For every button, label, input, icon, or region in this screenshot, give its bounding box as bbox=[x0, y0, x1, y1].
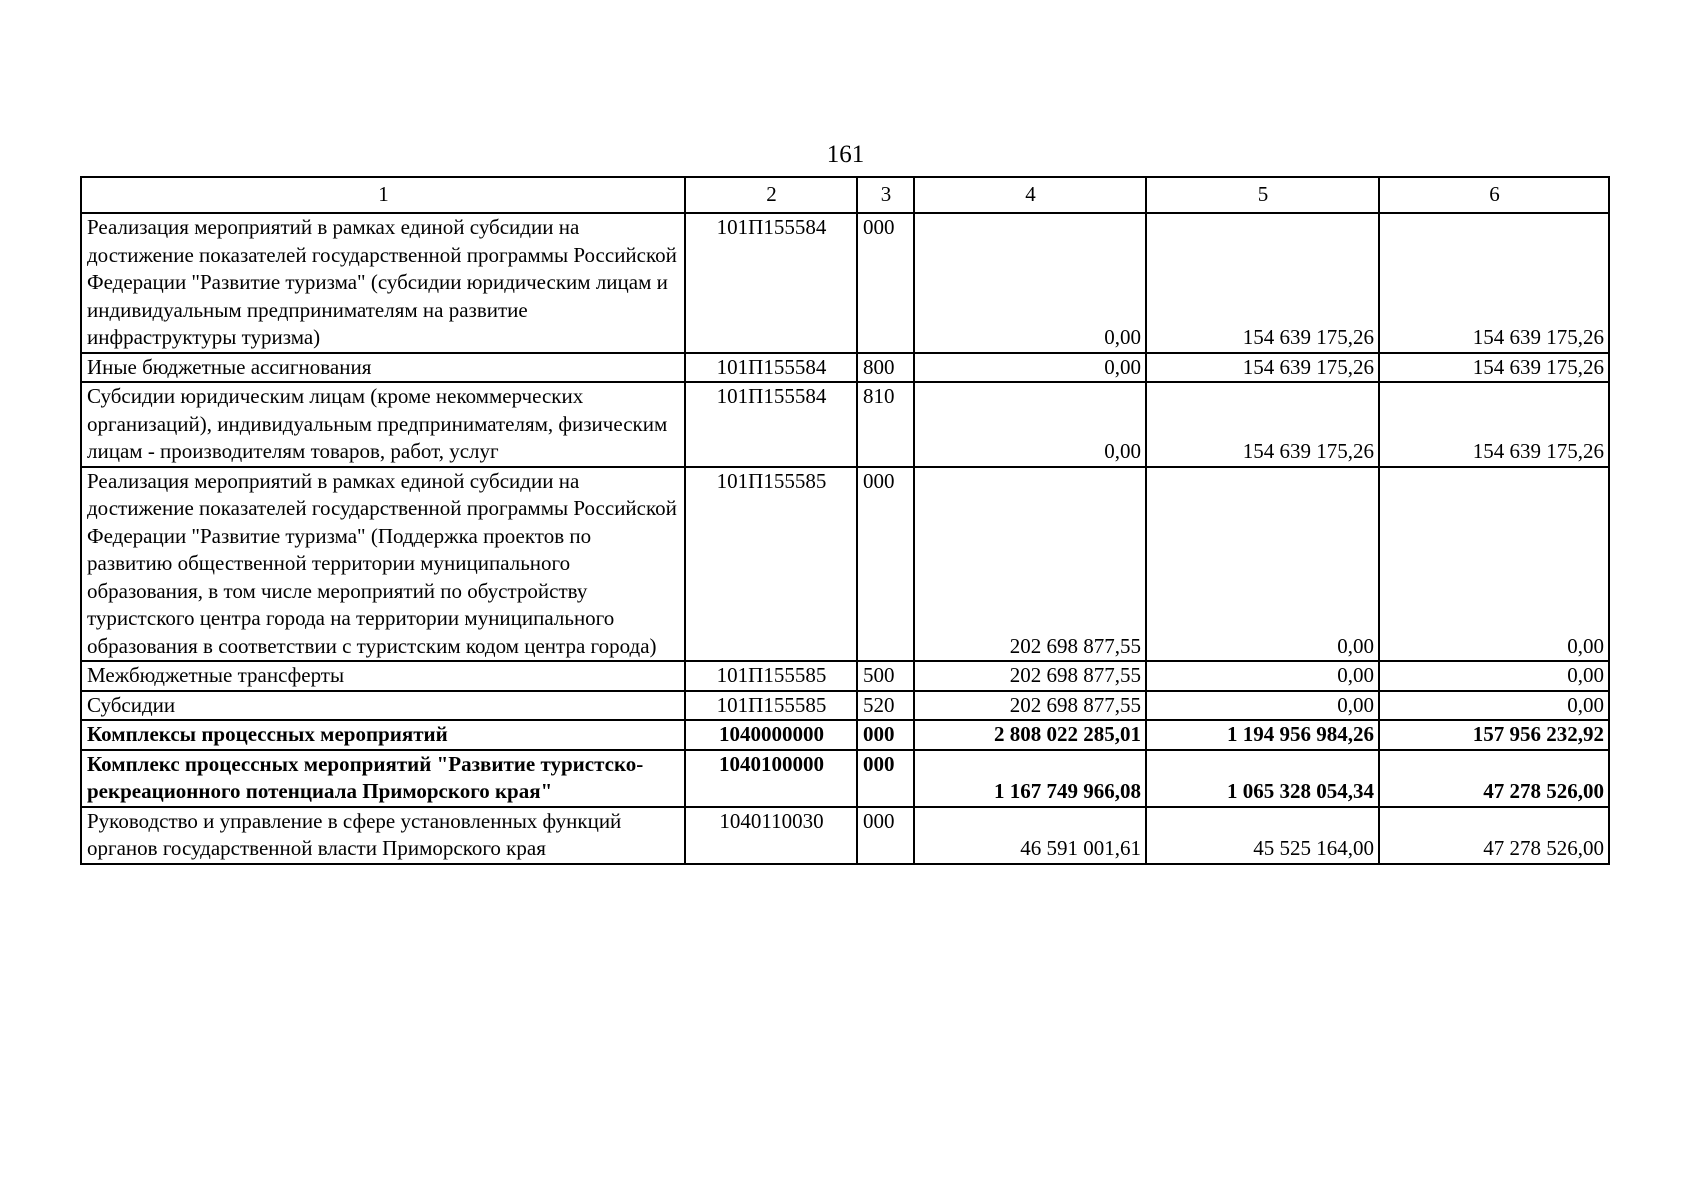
table-row bbox=[81, 213, 1609, 353]
row-name-cell: Иные бюджетные ассигнования bbox=[81, 353, 685, 383]
row-amount-col4-cell: 0,00 bbox=[914, 213, 1146, 353]
row-amount-col6-cell: 0,00 bbox=[1379, 467, 1609, 662]
row-amount-col6-cell: 154 639 175,26 bbox=[1379, 382, 1609, 467]
column-header: 6 bbox=[1379, 177, 1609, 213]
row-code-cell: 1040100000 bbox=[685, 750, 857, 807]
row-name-cell: Комплексы процессных мероприятий bbox=[81, 720, 685, 750]
row-amount-col5-cell: 1 065 328 054,34 bbox=[1146, 750, 1379, 807]
row-amount-col4-cell: 0,00 bbox=[914, 382, 1146, 467]
table-row bbox=[81, 467, 1609, 662]
row-code-cell: 1040110030 bbox=[685, 807, 857, 864]
row-expense-type-cell: 000 bbox=[857, 720, 914, 750]
row-amount-col5-cell: 0,00 bbox=[1146, 691, 1379, 721]
row-code-cell: 101П155585 bbox=[685, 467, 857, 662]
table-row bbox=[81, 661, 1609, 691]
table-row bbox=[81, 691, 1609, 721]
table-header-row bbox=[81, 177, 1609, 213]
row-name-cell: Субсидии юридическим лицам (кроме некоммерческих организаций), индивидуальным предпринимателям, физическим лицам - производителям товаров, работ, услуг bbox=[81, 382, 685, 467]
table-row bbox=[81, 807, 1609, 864]
row-amount-col4-cell: 202 698 877,55 bbox=[914, 467, 1146, 662]
table-row bbox=[81, 750, 1609, 807]
budget-table bbox=[80, 176, 1610, 865]
row-amount-col5-cell: 0,00 bbox=[1146, 661, 1379, 691]
row-name-cell: Комплекс процессных мероприятий "Развитие туристско-рекреационного потенциала Приморского края" bbox=[81, 750, 685, 807]
row-amount-col6-cell: 154 639 175,26 bbox=[1379, 213, 1609, 353]
row-amount-col6-cell: 157 956 232,92 bbox=[1379, 720, 1609, 750]
row-code-cell: 1040000000 bbox=[685, 720, 857, 750]
column-header: 4 bbox=[914, 177, 1146, 213]
row-code-cell: 101П155584 bbox=[685, 353, 857, 383]
row-amount-col4-cell: 46 591 001,61 bbox=[914, 807, 1146, 864]
row-amount-col6-cell: 0,00 bbox=[1379, 691, 1609, 721]
table-row bbox=[81, 353, 1609, 383]
row-name-cell: Руководство и управление в сфере установленных функций органов государственной власти Приморского края bbox=[81, 807, 685, 864]
page-number: 161 bbox=[826, 141, 865, 168]
row-amount-col6-cell: 47 278 526,00 bbox=[1379, 807, 1609, 864]
column-header: 5 bbox=[1146, 177, 1379, 213]
column-header: 1 bbox=[81, 177, 685, 213]
row-code-cell: 101П155585 bbox=[685, 691, 857, 721]
row-amount-col5-cell: 154 639 175,26 bbox=[1146, 382, 1379, 467]
row-amount-col6-cell: 0,00 bbox=[1379, 661, 1609, 691]
row-expense-type-cell: 000 bbox=[857, 807, 914, 864]
row-amount-col5-cell: 154 639 175,26 bbox=[1146, 213, 1379, 353]
row-expense-type-cell: 000 bbox=[857, 213, 914, 353]
row-expense-type-cell: 800 bbox=[857, 353, 914, 383]
row-expense-type-cell: 500 bbox=[857, 661, 914, 691]
row-amount-col4-cell: 2 808 022 285,01 bbox=[914, 720, 1146, 750]
row-expense-type-cell: 810 bbox=[857, 382, 914, 467]
row-expense-type-cell: 000 bbox=[857, 467, 914, 662]
row-amount-col5-cell: 45 525 164,00 bbox=[1146, 807, 1379, 864]
row-amount-col5-cell: 0,00 bbox=[1146, 467, 1379, 662]
row-code-cell: 101П155584 bbox=[685, 382, 857, 467]
row-code-cell: 101П155585 bbox=[685, 661, 857, 691]
row-expense-type-cell: 000 bbox=[857, 750, 914, 807]
row-amount-col5-cell: 1 194 956 984,26 bbox=[1146, 720, 1379, 750]
table-row bbox=[81, 382, 1609, 467]
table-row bbox=[81, 720, 1609, 750]
row-name-cell: Субсидии bbox=[81, 691, 685, 721]
row-amount-col6-cell: 47 278 526,00 bbox=[1379, 750, 1609, 807]
row-name-cell: Реализация мероприятий в рамках единой субсидии на достижение показателей государственной программы Российской Федерации "Развитие туризма" (субсидии юридическим лицам и индивидуальным предпринимателям на развитие инфраструктуры туризма) bbox=[81, 213, 685, 353]
row-amount-col4-cell: 202 698 877,55 bbox=[914, 691, 1146, 721]
table-body bbox=[81, 213, 1609, 864]
row-name-cell: Реализация мероприятий в рамках единой субсидии на достижение показателей государственной программы Российской Федерации "Развитие туризма" (Поддержка проектов по развитию общественной территории муниципального образования, в том числе мероприятий по обустройству туристского центра города на территории муниципального образования в соответствии с туристским кодом центра города) bbox=[81, 467, 685, 662]
row-code-cell: 101П155584 bbox=[685, 213, 857, 353]
row-amount-col5-cell: 154 639 175,26 bbox=[1146, 353, 1379, 383]
row-amount-col6-cell: 154 639 175,26 bbox=[1379, 353, 1609, 383]
row-expense-type-cell: 520 bbox=[857, 691, 914, 721]
row-amount-col4-cell: 202 698 877,55 bbox=[914, 661, 1146, 691]
row-amount-col4-cell: 0,00 bbox=[914, 353, 1146, 383]
column-header: 2 bbox=[685, 177, 857, 213]
column-header: 3 bbox=[857, 177, 914, 213]
row-amount-col4-cell: 1 167 749 966,08 bbox=[914, 750, 1146, 807]
row-name-cell: Межбюджетные трансферты bbox=[81, 661, 685, 691]
